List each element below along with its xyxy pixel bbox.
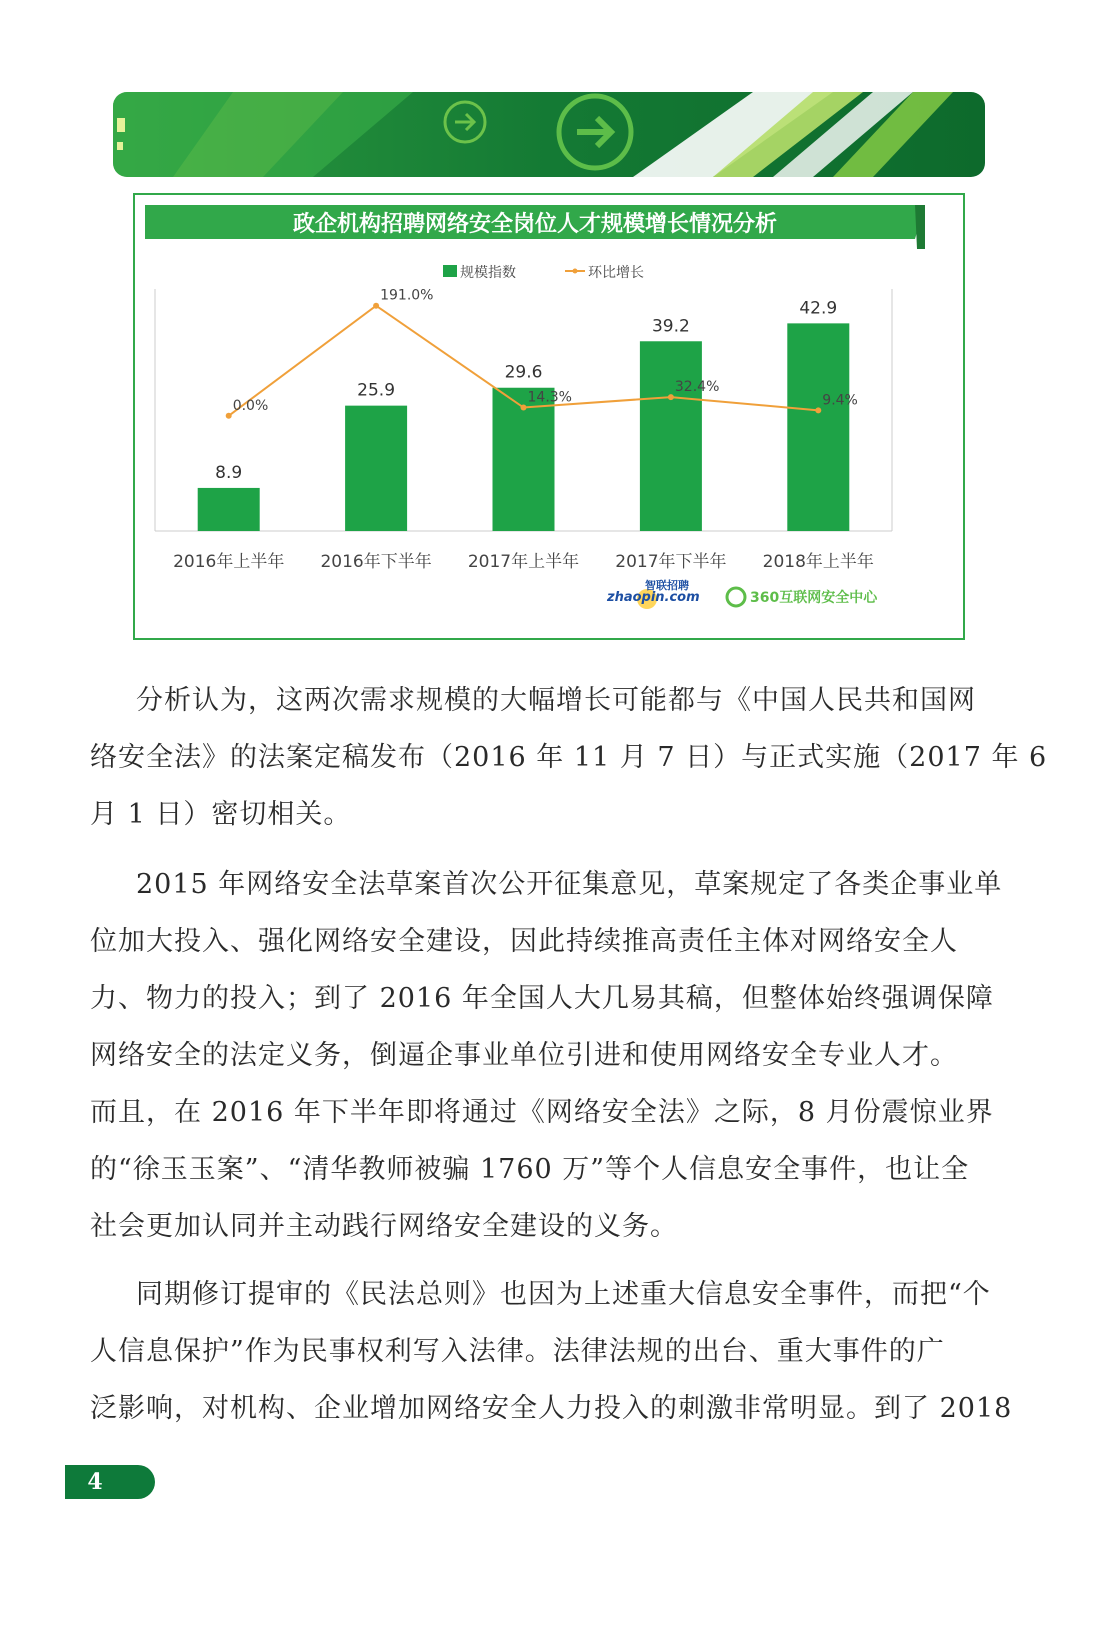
page-number-tab — [65, 1465, 155, 1499]
growth-point — [226, 413, 232, 419]
growth-value-label: 14.3% — [527, 389, 572, 406]
growth-value-label: 0.0% — [232, 397, 269, 414]
bar — [787, 323, 849, 531]
x-tick-label: 2018年上半年 — [762, 552, 874, 572]
text-line: 2015 年网络安全法草案首次公开征集意见，草案规定了各类企事业单 — [136, 869, 1003, 900]
text-line: 位加大投入、强化网络安全建设，因此持续推高责任主体对网络安全人 — [90, 926, 958, 957]
bar-value-label: 25.9 — [357, 380, 396, 401]
chart-legend — [443, 264, 644, 281]
x-tick-label: 2016年下半年 — [320, 552, 432, 572]
chart-frame — [133, 193, 965, 640]
growth-point — [521, 405, 527, 411]
legend-bar-swatch — [443, 265, 457, 277]
x-tick-label: 2017年下半年 — [615, 552, 727, 572]
growth-point — [373, 303, 379, 309]
bar-value-label: 29.6 — [504, 362, 543, 383]
growth-value-label: 9.4% — [822, 392, 858, 409]
bar — [640, 341, 702, 531]
x-tick-label: 2017年上半年 — [467, 552, 580, 572]
x-tick-label: 2016年上半年 — [173, 552, 285, 572]
svg-text:360互联网安全中心: 360互联网安全中心 — [750, 590, 878, 606]
header-banner — [113, 92, 985, 177]
svg-text:zhaopin.com: zhaopin.com — [607, 590, 700, 605]
text-line: 力、物力的投入；到了 2016 年全国人大几易其稿，但整体始终强调保障 — [90, 983, 994, 1014]
text-line: 络安全法》的法案定稿发布（2016 年 11 月 7 日）与正式实施（2017 年 6 — [90, 742, 1048, 773]
text-line: 同期修订提审的《民法总则》也因为上述重大信息安全事件，而把“个 — [136, 1279, 991, 1310]
text-line: 分析认为，这两次需求规模的大幅增长可能都与《中国人民共和国网 — [136, 685, 976, 716]
source-zhaopin-logo — [606, 578, 700, 609]
legend-bar-label: 规模指数 — [460, 265, 516, 281]
paragraph-3 — [90, 1266, 1012, 1437]
chart-title-shadow — [915, 205, 925, 249]
text-line: 月 1 日）密切相关。 — [90, 799, 352, 830]
svg-text:智联招聘: 智联招聘 — [645, 579, 689, 592]
growth-point — [815, 407, 821, 413]
text-line: 人信息保护”作为民事权利写入法律。法律法规的出台、重大事件的广 — [90, 1336, 945, 1367]
bar-value-label: 42.9 — [799, 298, 838, 319]
growth-point — [668, 394, 674, 400]
growth-value-label: 191.0% — [380, 287, 434, 304]
bar-value-label: 39.2 — [651, 316, 690, 337]
chart — [135, 195, 963, 638]
paragraph-2 — [90, 856, 1012, 1255]
text-line: 社会更加认同并主动践行网络安全建设的义务。 — [90, 1211, 678, 1242]
text-line: 的“徐玉玉案”、“清华教师被骗 1760 万”等个人信息安全事件，也让全 — [90, 1154, 970, 1185]
chart-title: 政企机构招聘网络安全岗位人才规模增长情况分析 — [292, 212, 778, 237]
legend-line-marker — [573, 269, 578, 274]
growth-value-label: 32.4% — [674, 379, 720, 396]
source-360-logo — [727, 588, 878, 606]
text-line: 泛影响，对机构、企业增加网络安全人力投入的刺激非常明显。到了 2018 — [90, 1393, 1013, 1424]
text-line: 而且，在 2016 年下半年即将通过《网络安全法》之际，8 月份震惊业界 — [90, 1097, 994, 1128]
legend-line-label: 环比增长 — [588, 265, 644, 281]
banner-graphic — [113, 92, 985, 177]
page-number: 4 — [87, 1469, 103, 1495]
paragraph-1 — [90, 672, 1048, 843]
text-line: 网络安全的法定义务，倒逼企事业单位引进和使用网络安全专业人才。 — [90, 1040, 958, 1071]
bar — [198, 488, 260, 531]
bar — [345, 406, 407, 531]
bar-value-label: 8.9 — [215, 462, 243, 483]
